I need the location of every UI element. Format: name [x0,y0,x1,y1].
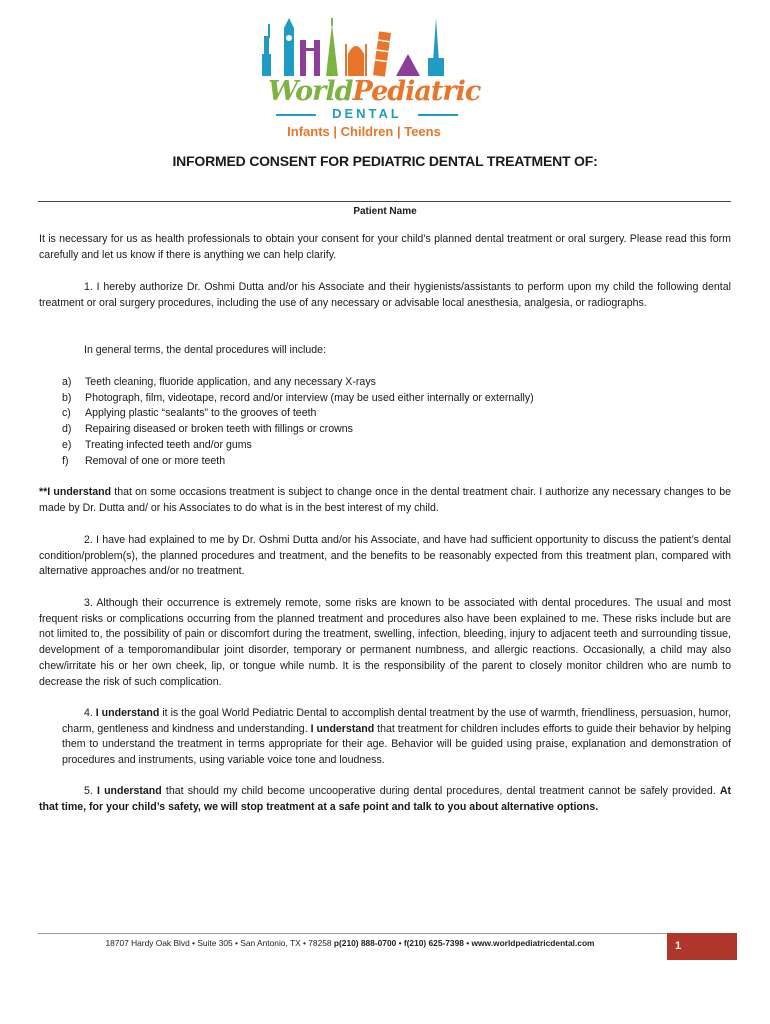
footer-address [40,938,660,948]
list-item [62,391,702,407]
list-item [62,438,702,454]
paragraph-4-bold-2: I understand [310,722,375,735]
logo-tagline: Infants | Children | Teens [287,124,441,139]
list-item-text: Repairing diseased or broken teeth with fillings or crowns [85,423,353,436]
footer-divider [38,933,670,934]
world-pediatric-dental-logo [256,14,481,139]
paragraph-4-text-2: that treatment for children includes efforts to guide their behavior by helping them to understand the treatment in terms appropriate for their age. Behavior will be guided using praise, explanation and demonstration of procedures and instruments, using variable voice tone and loudness. [62,722,732,767]
logo-brand-pediatric: Pediatric [352,76,481,107]
paragraph-5-number: 5. [84,785,97,797]
paragraph-5-bold-1: I understand [96,785,162,797]
list-item-letter: a) [62,376,72,388]
paragraph-5-text-1: that should my child become uncooperative during dental procedures, dental treatment cannot be safely provided. [161,785,720,797]
list-item-text: Applying plastic “sealants” to the grooves of teeth [85,407,317,420]
list-item-letter: c) [62,407,71,420]
list-item [62,422,702,438]
patient-name-label: Patient Name [353,206,417,217]
paragraph-4 [62,706,731,769]
logo-brand-name [268,76,481,107]
list-item-letter: e) [62,438,72,451]
logo-brand-world: World [268,76,353,107]
patient-name-line[interactable] [38,201,731,202]
paragraph-5 [39,784,731,815]
paragraph-3: 3. Although their occurrence is extremely remote, some risks are known to be associated with dental procedures. The usual and most frequent risks or complications occurring from the planned treatment and procedures also have been explained to me. These risks include but are not limited to, the possibility of pain or discomfort during the treatment, swelling, infection, bleeding, injury to adjacent teeth and surrounding tissue, development of a temporomandibular joint disorder, temporary or permanent numbness, and allergic reactions. Occasionally, a child may also chew/irritate his or her own cheek, lip, or tongue while numb. It is the responsibility of the parent to closely monitor children who are numb to decrease the risk of such complication. [39,597,731,688]
list-item-letter: f) [62,454,69,467]
footer-contact: p(210) 888-0700 • f(210) 625-7398 • www.worldpediatricdental.com [333,938,595,948]
list-item-text: Treating infected teeth and/or gums [85,438,252,451]
understand-bold: **I understand [39,486,112,498]
list-item-letter: b) [62,391,72,404]
list-item-letter: d) [62,423,72,436]
list-item-text: Removal of one or more teeth [85,454,226,467]
paragraph-5-bold-2: At that time, for your child’s safety, we will stop treatment at a safe point and talk to you about alternative options. [39,785,732,813]
list-item-text: Photograph, film, videotape, record and/or interview (may be used either internally or externally) [85,391,534,404]
document-title: INFORMED CONSENT FOR PEDIATRIC DENTAL TREATMENT OF: [172,153,598,169]
paragraph-2: 2. I have had explained to me by Dr. Oshmi Dutta and/or his Associate, and have had sufficient opportunity to discuss the patient’s dental condition/problem(s), the planned procedures and treatment, and the benefits to be reasonably expected from this treatment plan, compared with alternative approaches and/or no treatment. [39,534,731,578]
list-item [62,375,702,391]
landmarks-skyline-icon [256,14,456,78]
paragraph-1: 1. I hereby authorize Dr. Oshmi Dutta and/or his Associate and their hygienists/assistants to perform upon my child the following dental treatment or oral surgery procedures, including the use of any necessary or advisable local anesthesia, analgesia, or radiographs. [39,281,731,309]
intro-paragraph: It is necessary for us as health professionals to obtain your consent for your child’s planned dental treatment or oral surgery. Please read this form carefully and let us know if there is anything we can help clarify. [39,233,731,261]
list-item [62,406,702,422]
general-terms-text: In general terms, the dental procedures will include: [84,344,327,356]
understand-text: that on some occasions treatment is subject to change once in the dental treatment chair. I authorize any necessary changes to be made by Dr. Dutta and/ or his Associates to do what is in the best interest of my child. [39,486,731,514]
procedures-list [62,375,702,469]
page-number-badge: 1 [667,933,737,960]
paragraph-4-bold-1: I understand [92,707,160,719]
list-item [62,454,702,470]
logo-dental-word: DENTAL [276,106,458,121]
footer-street-address: 18707 Hardy Oak Blvd • Suite 305 • San Antonio, TX • 78258 [105,938,334,948]
paragraph-4-number: 4. [84,707,93,719]
list-item-text: Teeth cleaning, fluoride application, and any necessary X-rays [85,376,376,388]
paragraph-4-text-1: it is the goal World Pediatric Dental to accomplish dental treatment by the use of warmth, friendliness, persuasion, humor, charm, gentleness and kindness and understanding. [62,707,732,735]
understand-paragraph [39,485,731,516]
